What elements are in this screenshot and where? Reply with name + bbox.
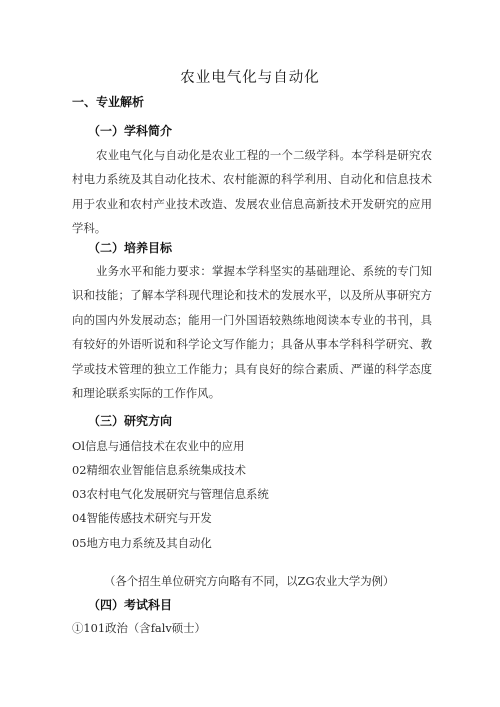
subheading-training-goals: （二）培养目标	[88, 241, 173, 255]
subheading-discipline-intro: （一）学科简介	[88, 124, 173, 138]
subheading-exam-subjects: （四）考试科目	[88, 598, 173, 612]
document-title: 农业电气化与自动化	[180, 70, 320, 86]
directions-note: （各个招生单位研究方向略有不同，以ZG农业大学为例）	[104, 574, 395, 588]
exam-subject-item: ①101政治（含falv硕士）	[72, 621, 206, 635]
research-direction-item: 04智能传感技术研究与开发	[72, 511, 212, 525]
goals-paragraph: 业务水平和能力要求：掌握本学科坚实的基础理论、系统的专门知识和技能；了解本学科现代理论和技术的发展水平，以及所从事研究方向的国内外发展动态；能用一门外国语较熟练地阅读本专业的书刊，具有较好的外语听说和科学论文写作能力；具备从事本学科科学研究、教学或技术管理的独立工作能力；具有良好的综合素质、严谨的科学态度和理论联系实际的工作作风。	[72, 264, 432, 401]
subheading-research-directions: （三）研究方向	[88, 414, 173, 428]
section-heading-analysis: 一、专业解析	[72, 95, 145, 109]
research-direction-item: 03农村电气化发展研究与管理信息系统	[72, 487, 269, 501]
research-direction-item: 02精细农业智能信息系统集成技术	[72, 463, 246, 477]
research-direction-item: Ol信息与通信技术在农业中的应用	[72, 439, 245, 453]
research-direction-item: 05地方电力系统及其自动化	[72, 536, 212, 550]
intro-paragraph: 农业电气化与自动化是农业工程的一个二级学科。本学科是研究农村电力系统及其自动化技术、农村能源的科学利用、自动化和信息技术用于农业和农村产业技术改造、发展农业信息高新技术开发研究的应用学科。	[72, 148, 432, 236]
